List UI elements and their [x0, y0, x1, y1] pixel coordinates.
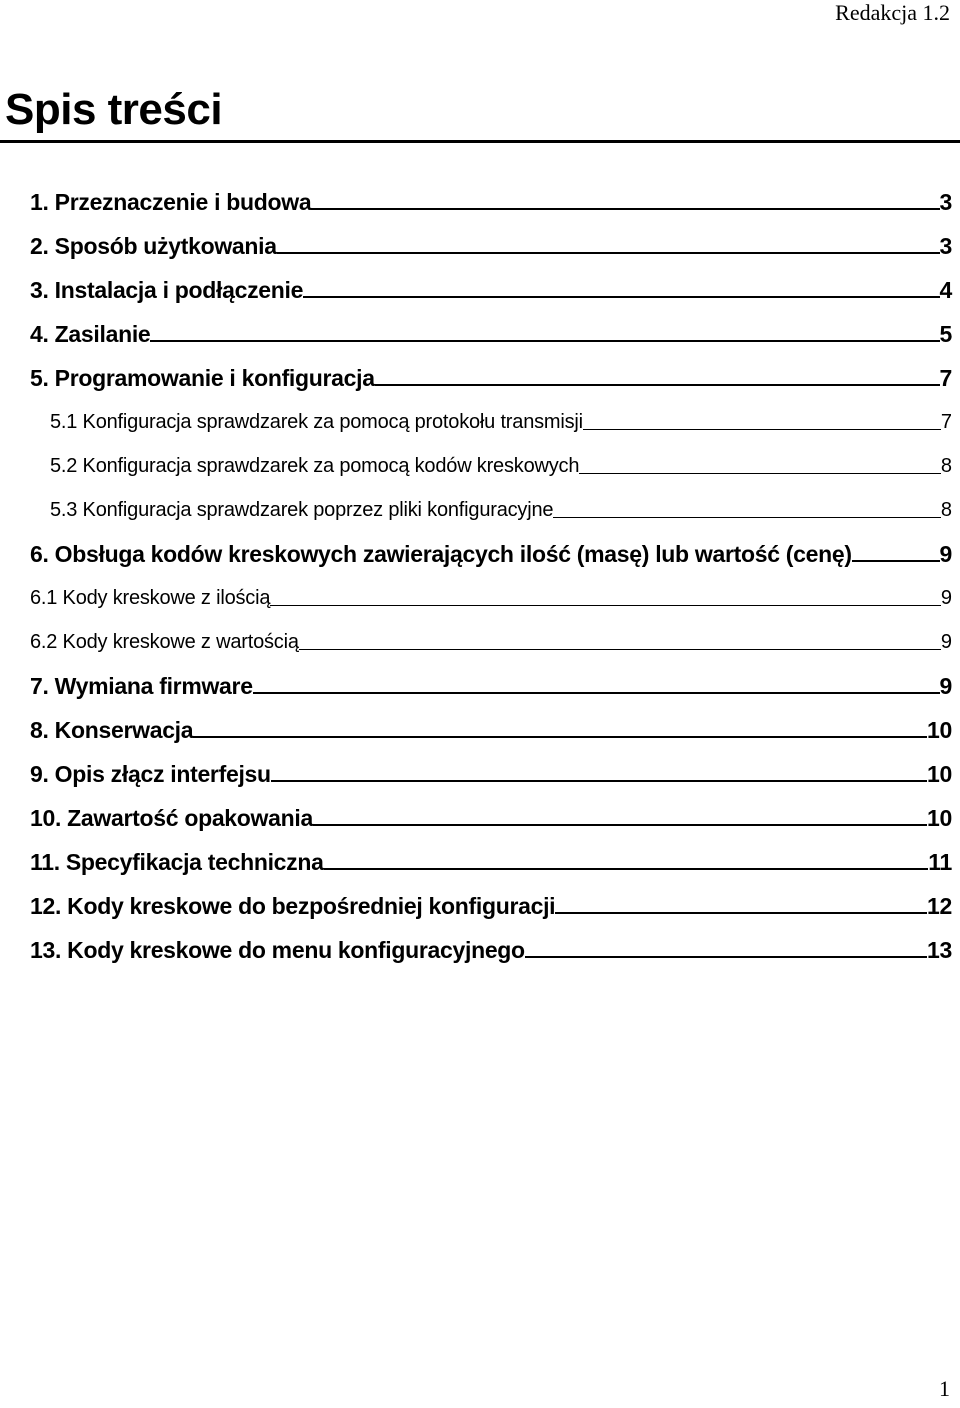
toc-leader-line — [324, 868, 929, 870]
toc-entry[interactable] — [30, 350, 952, 394]
toc-entry-label: 9. Opis złącz interfejsu — [30, 761, 271, 787]
toc-leader-line — [150, 340, 939, 342]
toc-entry-label: 5.3 Konfiguracja sprawdzarek poprzez pliki konfiguracyjne — [50, 499, 554, 521]
toc-entry[interactable] — [30, 922, 952, 966]
toc-leader-line — [193, 736, 927, 738]
toc-entry-label: 11. Specyfikacja techniczna — [30, 849, 324, 875]
toc-entry-page: 9 — [940, 631, 952, 653]
toc-entry-page: 5 — [939, 321, 952, 347]
toc-entry-page: 13 — [927, 937, 952, 963]
toc-entry-page: 9 — [939, 541, 952, 567]
toc-leader-line — [311, 208, 939, 210]
toc-entry[interactable] — [30, 790, 952, 834]
toc-subentry[interactable] — [30, 438, 952, 482]
toc-entry-label: 8. Konserwacja — [30, 717, 194, 743]
toc-entry-label: 13. Kody kreskowe do menu konfiguracyjnego — [30, 937, 525, 963]
toc-entry[interactable] — [30, 174, 952, 218]
toc-entry-page: 9 — [940, 587, 952, 609]
toc-entry-label: 4. Zasilanie — [30, 321, 151, 347]
toc-entry-page: 3 — [939, 189, 952, 215]
revision-label: Redakcja 1.2 — [835, 0, 950, 25]
toc-entry[interactable] — [30, 306, 952, 350]
toc-entry-label: 5.1 Konfiguracja sprawdzarek za pomocą protokołu transmisji — [50, 411, 583, 433]
toc-entry-label: 7. Wymiana firmware — [30, 673, 253, 699]
toc-entry-label: 2. Sposób użytkowania — [30, 233, 277, 259]
toc-leader-line — [299, 649, 941, 650]
toc-subentry[interactable] — [30, 570, 952, 614]
toc-entry-page: 3 — [939, 233, 952, 259]
toc-entry-label: 6.1 Kody kreskowe z ilością — [30, 587, 271, 609]
toc-entry[interactable] — [30, 746, 952, 790]
toc-leader-line — [271, 780, 927, 782]
toc-entry-page: 9 — [939, 673, 952, 699]
toc-subentry[interactable] — [30, 394, 952, 438]
toc-entry[interactable] — [30, 526, 952, 570]
toc-leader-line — [583, 429, 941, 430]
page-title: Spis treści — [5, 85, 223, 134]
title-divider — [0, 140, 960, 143]
toc-leader-line — [313, 824, 927, 826]
toc-entry-page: 7 — [940, 411, 952, 433]
toc-leader-line — [270, 605, 941, 606]
toc-subentry[interactable] — [30, 614, 952, 658]
toc-entry-page: 10 — [927, 805, 952, 831]
table-of-contents — [30, 174, 952, 966]
toc-entry-label: 5.2 Konfiguracja sprawdzarek za pomocą kodów kreskowych — [50, 455, 580, 477]
toc-entry[interactable] — [30, 262, 952, 306]
toc-leader-line — [852, 560, 940, 562]
page-number: 1 — [939, 1376, 950, 1401]
toc-leader-line — [253, 692, 940, 694]
toc-leader-line — [303, 296, 939, 298]
toc-entry[interactable] — [30, 834, 952, 878]
toc-entry[interactable] — [30, 658, 952, 702]
toc-entry-page: 10 — [927, 761, 952, 787]
toc-entry-page: 7 — [939, 365, 952, 391]
toc-entry-page: 4 — [939, 277, 952, 303]
toc-entry[interactable] — [30, 702, 952, 746]
toc-leader-line — [375, 384, 940, 386]
toc-entry-page: 11 — [928, 849, 952, 875]
toc-entry-label: 3. Instalacja i podłączenie — [30, 277, 304, 303]
toc-leader-line — [277, 252, 940, 254]
toc-entry-page: 8 — [940, 499, 952, 521]
toc-leader-line — [579, 473, 941, 474]
toc-entry-label: 12. Kody kreskowe do bezpośredniej konfiguracji — [30, 893, 556, 919]
toc-entry-label: 5. Programowanie i konfiguracja — [30, 365, 375, 391]
toc-leader-line — [525, 956, 927, 958]
toc-entry-label: 10. Zawartość opakowania — [30, 805, 313, 831]
toc-entry-page: 8 — [940, 455, 952, 477]
toc-entry[interactable] — [30, 218, 952, 262]
toc-entry-page: 10 — [927, 717, 952, 743]
toc-entry-label: 6.2 Kody kreskowe z wartością — [30, 631, 299, 653]
toc-entry-page: 12 — [927, 893, 952, 919]
toc-entry[interactable] — [30, 878, 952, 922]
toc-leader-line — [555, 912, 927, 914]
toc-leader-line — [553, 517, 941, 518]
toc-entry-label: 6. Obsługa kodów kreskowych zawierających ilość (masę) lub wartość (cenę) — [30, 541, 852, 567]
toc-entry-label: 1. Przeznaczenie i budowa — [30, 189, 312, 215]
toc-subentry[interactable] — [30, 482, 952, 526]
